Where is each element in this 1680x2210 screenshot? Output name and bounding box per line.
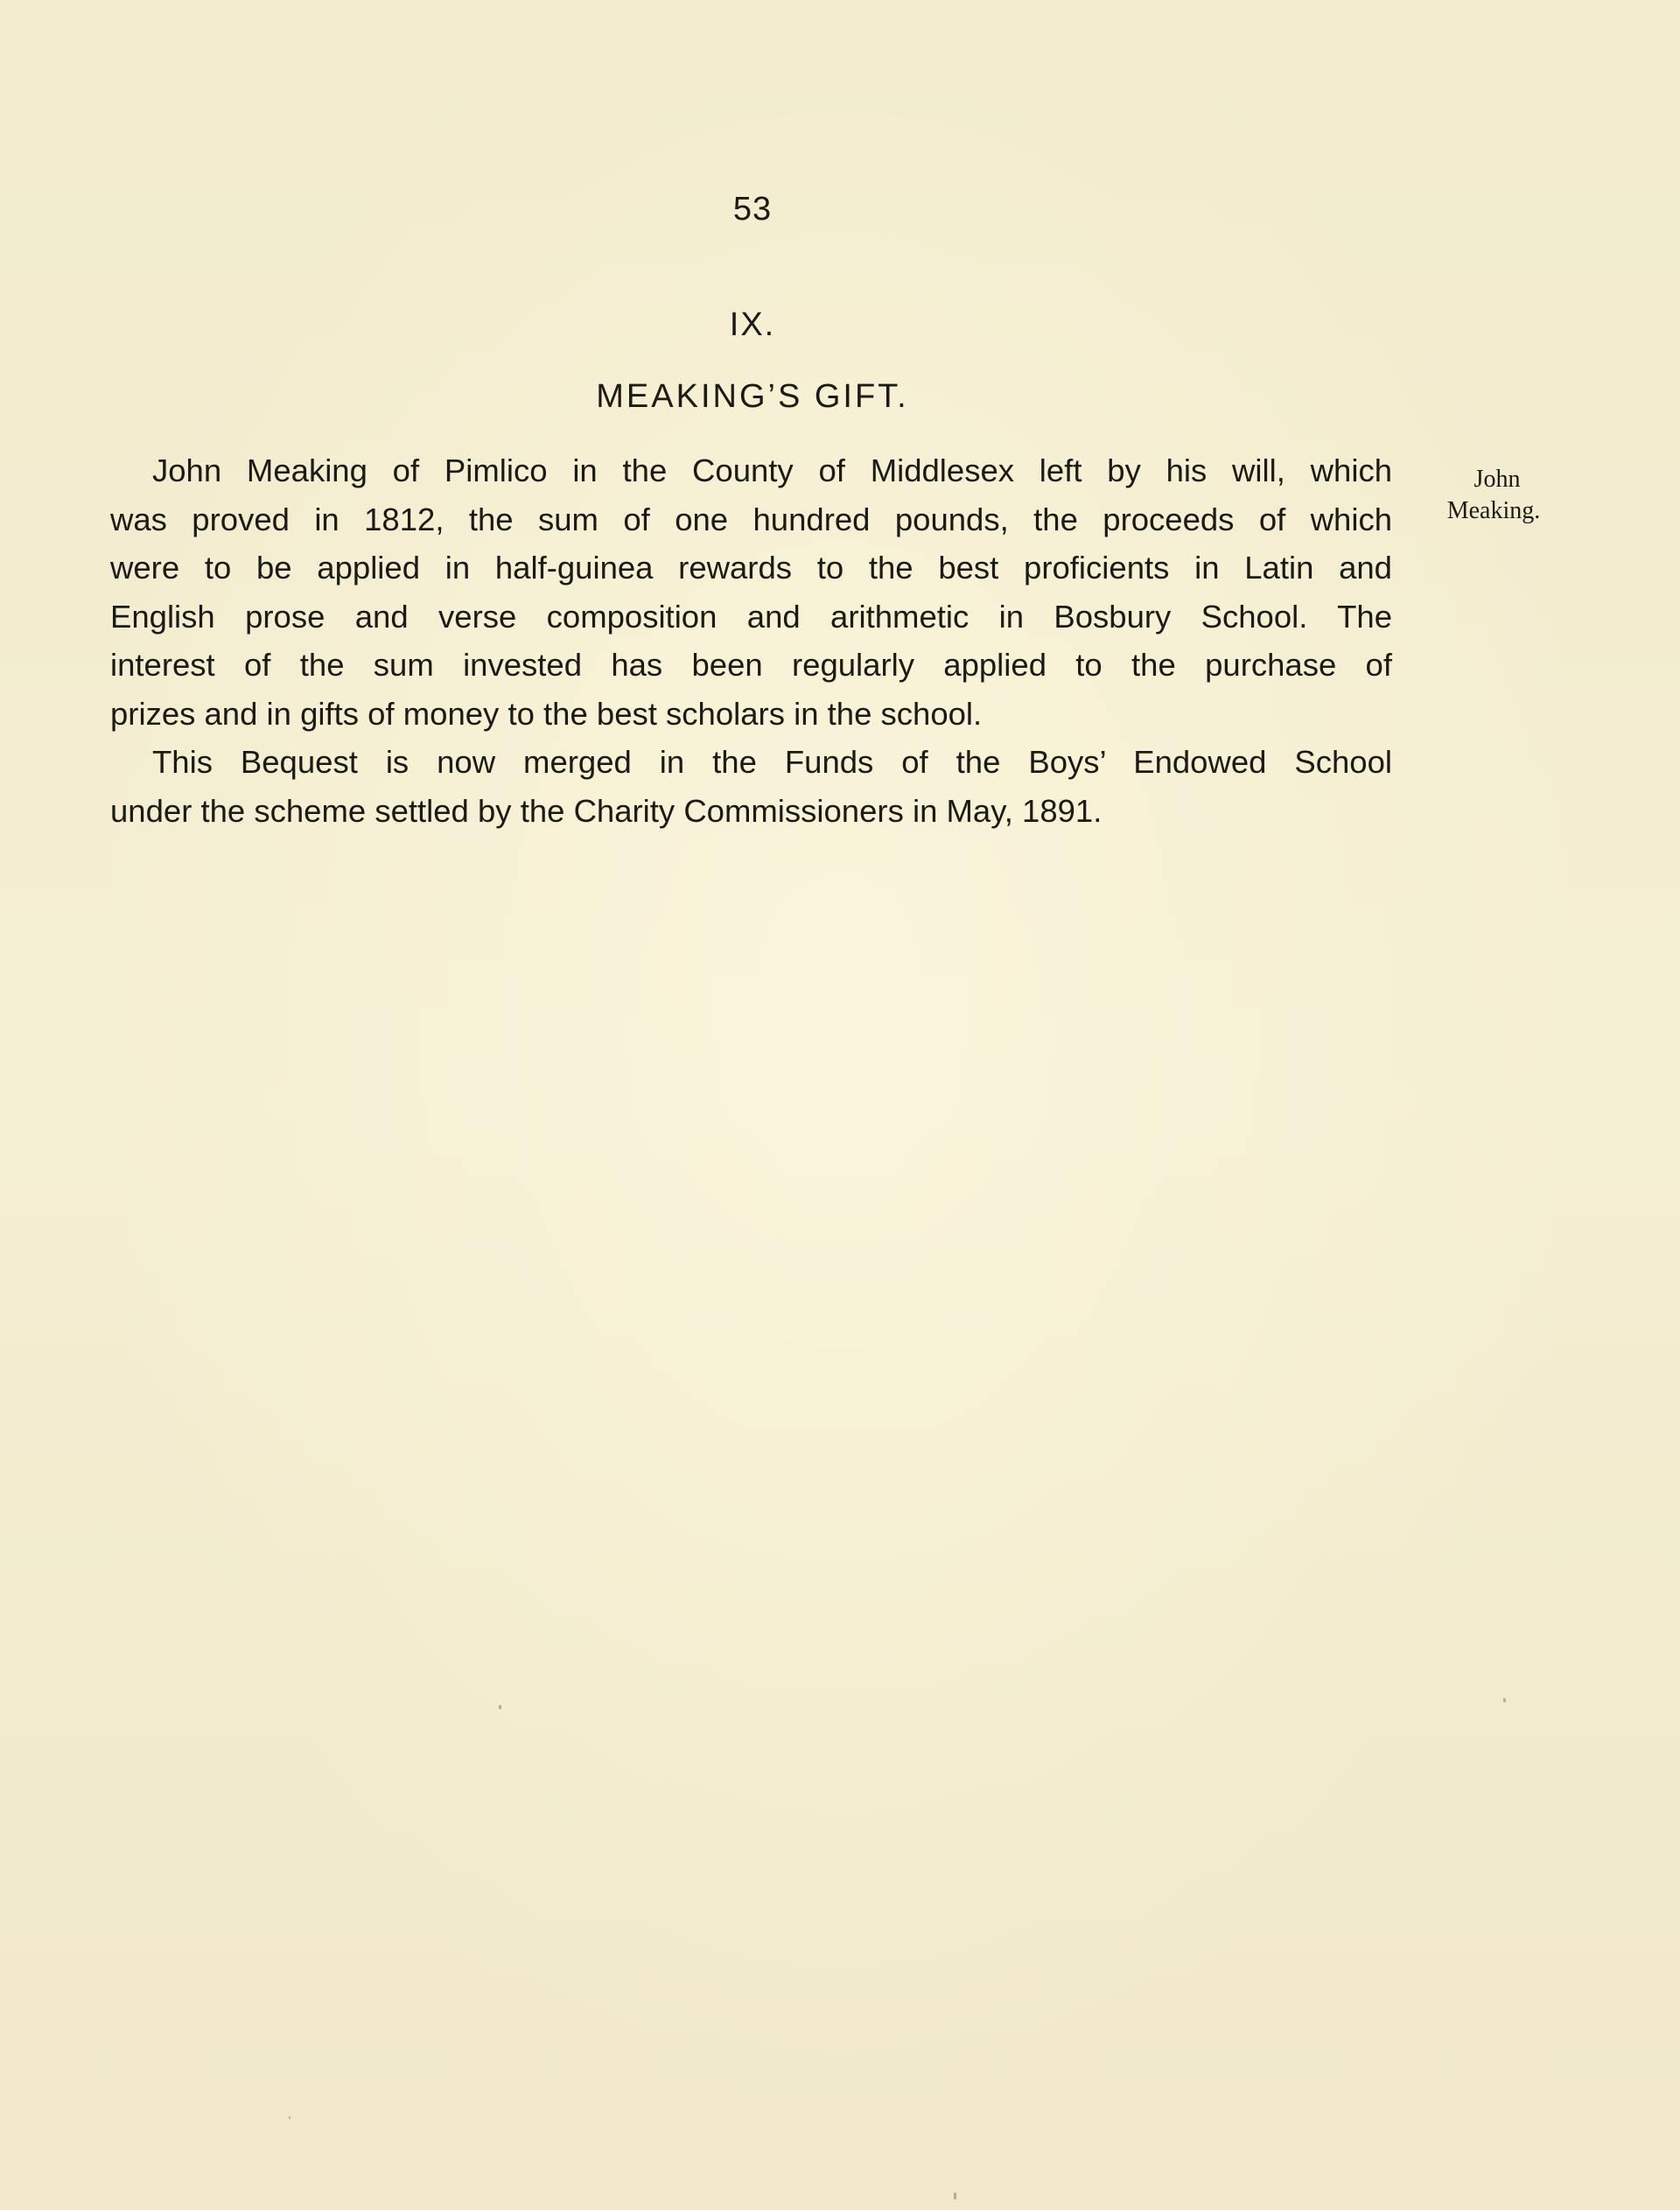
text-line: interest of the sum invested has been regularly applied to the purchase of: [110, 647, 1392, 683]
paragraph-bequest: [110, 446, 1392, 738]
text-line: prizes and in gifts of money to the best scholars in the school.: [110, 695, 983, 732]
text-line: This Bequest is now merged in the Funds of the Boys’ Endowed School: [152, 744, 1392, 780]
section-number: IX.: [729, 306, 776, 343]
section-title: MEAKING’S GIFT.: [596, 378, 909, 415]
body-text: [110, 446, 1392, 835]
margin-note: [1410, 464, 1577, 527]
text-line: was proved in 1812, the sum of one hundred pounds, the proceeds of which: [110, 501, 1392, 537]
text-line: John Meaking of Pimlico in the County of Middlesex left by his will, which: [152, 453, 1392, 488]
paper-speck: [289, 2116, 290, 2119]
paper-speck: [499, 1705, 501, 1709]
text-line: English prose and verse composition and arithmetic in Bosbury School. The: [110, 598, 1392, 635]
text-line: under the scheme settled by the Charity Commissioners in May, 1891.: [110, 792, 1102, 829]
paper-speck: [954, 2192, 956, 2199]
margin-note-line: Meaking.: [1446, 497, 1541, 524]
page-number: 53: [732, 191, 773, 228]
paragraph-merger: [110, 738, 1392, 835]
paper-speck: [1503, 1698, 1506, 1702]
text-line: were to be applied in half-guinea rewards to the best proficients in Latin and: [110, 550, 1392, 586]
margin-note-line: John: [1474, 466, 1521, 493]
